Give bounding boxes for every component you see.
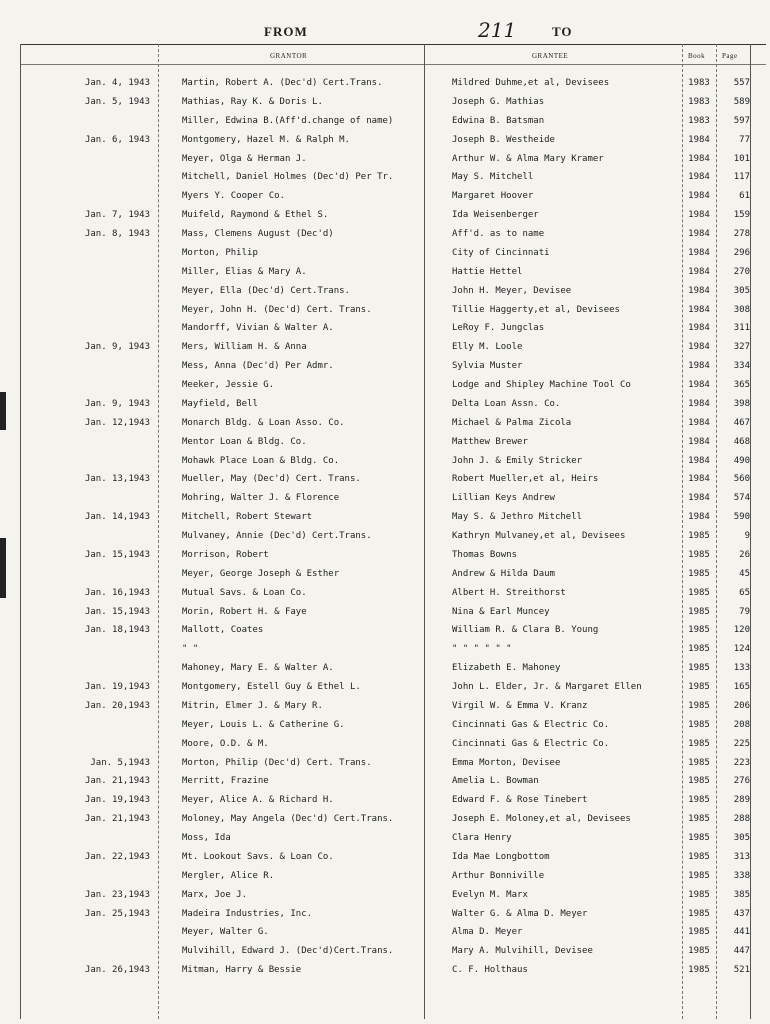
book-number: 1985 [688,738,710,749]
grantee-name: Joseph B. Westheide [452,134,555,145]
entry-date: Jan. 12,1943 [84,417,150,428]
table-row [0,395,770,414]
entry-date: Jan. 26,1943 [84,965,150,976]
entry-date: Jan. 8, 1943 [84,229,150,239]
grantor-name: Miller, Elias & Mary A. [182,266,307,277]
page-number: 574 [733,493,750,504]
grantee-name: Elly M. Loole [452,342,523,353]
page-number: 441 [733,927,750,938]
table-row [0,754,770,773]
page-number: 65 [739,587,750,598]
grantee-name: Margaret Hoover [452,191,534,202]
grantee-name: Mary A. Mulvihill, Devisee [452,946,593,957]
book-number: 1985 [688,870,710,881]
book-number: 1984 [688,342,710,353]
to-heading: TO [552,24,573,39]
grantee-name: Arthur W. & Alma Mary Kramer [452,153,604,164]
grantor-name: Mitchell, Daniel Holmes (Dec'd) Per Tr. [182,172,394,183]
book-number: 1985 [688,776,710,787]
entry-date: Jan. 9, 1943 [84,398,150,409]
table-row [0,338,770,357]
page-number: 117 [733,172,750,183]
book-number: 1984 [688,285,710,296]
grantee-name: Kathryn Mulvaney,et al, Devisees [452,531,626,541]
book-number: 1985 [688,908,710,919]
header-rule-top [20,44,766,45]
table-row [0,168,770,187]
page-number: 120 [733,625,750,636]
table-row [0,414,770,433]
grantor-name: Moore, O.D. & M. [182,738,269,749]
page-number: 560 [733,474,750,485]
grantee-name: City of Cincinnati [452,247,550,258]
entry-date: Jan. 18,1943 [84,625,150,636]
grantor-name: Madeira Industries, Inc. [182,908,313,919]
entry-date: Jan. 19,1943 [84,682,150,692]
page-number: 206 [733,700,750,711]
book-number: 1985 [688,606,710,617]
grantor-name: Merritt, Frazine [182,776,269,787]
grantor-name: Mathias, Ray K. & Doris L. [182,96,323,107]
table-row [0,603,770,622]
table-row [0,565,770,584]
grantee-column-heading: GRANTEE [532,52,569,60]
book-number: 1984 [688,172,710,183]
entry-date: Jan. 5,1943 [90,757,150,768]
page-number: 288 [733,814,750,825]
page-number: 313 [733,851,750,862]
book-number: 1984 [688,512,710,523]
book-number: 1985 [688,927,710,938]
grantor-name: Montgomery, Hazel M. & Ralph M. [182,134,350,145]
grantor-name: Montgomery, Estell Guy & Ethel L. [182,682,361,692]
entry-date: Jan. 16,1943 [84,587,150,598]
grantee-name: Cincinnati Gas & Electric Co. [452,738,610,749]
entry-date: Jan. 25,1943 [84,908,150,919]
entry-date: Jan. 7, 1943 [84,210,150,221]
page-number: 77 [739,134,750,145]
page-number: 133 [733,663,750,674]
grantor-name: Mentor Loan & Bldg. Co. [182,436,307,447]
table-row [0,282,770,301]
grantor-name: Moss, Ida [182,833,231,843]
book-number: 1984 [688,474,710,485]
entry-date: Jan. 6, 1943 [84,134,150,145]
book-number: 1984 [688,361,710,372]
table-row [0,584,770,603]
table-row [0,452,770,471]
page-number: 159 [733,210,750,221]
grantor-name: Marx, Joe J. [182,889,248,900]
grantor-name: Meyer, John H. (Dec'd) Cert. Trans. [182,304,372,315]
grantee-name: Cincinnati Gas & Electric Co. [452,719,610,730]
grantee-name: John J. & Emily Stricker [452,455,583,466]
grantor-name: Mohawk Place Loan & Bldg. Co. [182,455,340,466]
table-row [0,640,770,659]
book-number: 1984 [688,304,710,315]
book-number: 1984 [688,493,710,504]
table-row [0,697,770,716]
table-row [0,376,770,395]
table-row [0,905,770,924]
entry-date: Jan. 5, 1943 [84,96,150,107]
table-row [0,357,770,376]
grantee-name: Alma D. Meyer [452,927,523,938]
page-number: 327 [733,342,750,353]
entry-date: Jan. 15,1943 [84,549,150,560]
page-number: 278 [733,229,750,239]
grantee-name: May S. Mitchell [452,172,534,183]
table-row [0,772,770,791]
book-number: 1984 [688,455,710,466]
book-number: 1985 [688,663,710,674]
book-number: 1985 [688,851,710,862]
book-number: 1984 [688,323,710,334]
table-row [0,263,770,282]
grantor-name: Miller, Edwina B.(Aff'd.change of name) [182,115,394,126]
book-number: 1985 [688,587,710,598]
book-number: 1985 [688,644,710,655]
page-number: 223 [733,757,750,768]
table-row [0,716,770,735]
table-row [0,433,770,452]
table-row [0,244,770,263]
grantee-name: Ida Weisenberger [452,210,539,221]
table-row [0,848,770,867]
entry-date: Jan. 4, 1943 [84,78,150,88]
grantee-name: John H. Meyer, Devisee [452,285,572,296]
page-number: 9 [744,531,750,541]
grantor-name: Meyer, George Joseph & Esther [182,568,340,579]
grantor-name: Myers Y. Cooper Co. [182,191,285,202]
grantee-name: Ida Mae Longbottom [452,851,550,862]
grantor-name: Meyer, Walter G. [182,927,269,938]
entry-date: Jan. 9, 1943 [84,342,150,353]
grantor-name: Mallott, Coates [182,625,264,636]
book-number: 1985 [688,719,710,730]
book-number: 1985 [688,889,710,900]
page-number: 308 [733,304,750,315]
grantor-name: Mutual Savs. & Loan Co. [182,587,307,598]
grantor-name: Mt. Lookout Savs. & Loan Co. [182,851,334,862]
grantee-name: William R. & Clara B. Young [452,625,599,636]
book-number: 1985 [688,568,710,579]
table-row [0,678,770,697]
table-row [0,659,770,678]
grantor-name: Monarch Bldg. & Loan Asso. Co. [182,417,345,428]
grantor-name: Meyer, Louis L. & Catherine G. [182,719,345,730]
page-number: 557 [733,78,750,88]
page-number: 124 [733,644,750,655]
grantor-name: Martin, Robert A. (Dec'd) Cert.Trans. [182,78,383,88]
page-number: 589 [733,96,750,107]
grantee-name: Arthur Bonniville [452,870,545,881]
page-number: 289 [733,795,750,806]
grantor-name: Mitchell, Robert Stewart [182,512,313,523]
page-number: 334 [733,361,750,372]
grantee-name: Lillian Keys Andrew [452,493,555,504]
grantor-name: Mitrin, Elmer J. & Mary R. [182,700,323,711]
table-row [0,508,770,527]
book-number: 1985 [688,625,710,636]
page-number: 468 [733,436,750,447]
book-number: 1984 [688,210,710,221]
grantee-name: Emma Morton, Devisee [452,757,561,768]
page-number: 225 [733,738,750,749]
book-number: 1984 [688,380,710,390]
grantee-name: Thomas Bowns [452,549,518,560]
grantor-column-heading: GRANTOR [270,52,308,60]
table-row [0,810,770,829]
table-row [0,150,770,169]
page-number: 590 [733,512,750,523]
index-rows [0,74,770,980]
book-number: 1984 [688,134,710,145]
page-number: 490 [733,455,750,466]
grantor-name: Mers, William H. & Anna [182,342,307,353]
grantee-name: Hattie Hettel [452,266,523,277]
page-number: 45 [739,568,750,579]
grantee-name: Nina & Earl Muncey [452,606,550,617]
table-row [0,886,770,905]
entry-date: Jan. 19,1943 [84,795,150,806]
grantee-name: John L. Elder, Jr. & Margaret Ellen [452,682,642,692]
table-row [0,489,770,508]
grantor-name: Mohring, Walter J. & Florence [182,493,340,504]
book-number: 1984 [688,417,710,428]
grantor-name: Morin, Robert H. & Faye [182,606,307,617]
table-row [0,206,770,225]
page-number: 276 [733,776,750,787]
book-number: 1985 [688,757,710,768]
grantor-name: Mahoney, Mary E. & Walter A. [182,663,334,674]
book-number: 1983 [688,115,710,126]
page-number: 597 [733,115,750,126]
grantor-name: Mass, Clemens August (Dec'd) [182,229,334,239]
page-number: 101 [733,153,750,164]
entry-date: Jan. 21,1943 [84,814,150,825]
grantee-name: Mildred Duhme,et al, Devisees [452,78,610,88]
book-number: 1985 [688,682,710,692]
grantee-name: Tillie Haggerty,et al, Devisees [452,304,620,315]
page-number: 467 [733,417,750,428]
grantor-name: Mitman, Harry & Bessie [182,965,302,976]
grantee-name: Sylvia Muster [452,361,523,372]
grantor-name: Mueller, May (Dec'd) Cert. Trans. [182,474,361,485]
table-row [0,923,770,942]
grantor-name: Meeker, Jessie G. [182,380,275,390]
grantor-name: Mulvaney, Annie (Dec'd) Cert.Trans. [182,531,372,541]
entry-date: Jan. 14,1943 [84,512,150,523]
entry-date: Jan. 21,1943 [84,776,150,787]
page-number: 365 [733,380,750,390]
table-row [0,131,770,150]
book-number: 1983 [688,96,710,107]
entry-date: Jan. 15,1943 [84,606,150,617]
table-row [0,735,770,754]
grantee-name: Robert Mueller,et al, Heirs [452,474,599,485]
entry-date: Jan. 22,1943 [84,851,150,862]
grantee-name: Michael & Palma Zicola [452,417,572,428]
book-column-heading: Book [688,52,706,60]
grantor-name: Morton, Philip (Dec'd) Cert. Trans. [182,757,372,768]
table-row [0,942,770,961]
table-row [0,961,770,980]
grantor-name: Meyer, Olga & Herman J. [182,153,307,164]
page-number: 398 [733,398,750,409]
grantee-name: Aff'd. as to name [452,229,545,239]
grantee-name: Clara Henry [452,833,512,843]
table-row [0,527,770,546]
table-row [0,546,770,565]
page-number: 385 [733,889,750,900]
grantee-name: C. F. Holthaus [452,965,528,976]
grantee-name: Walter G. & Alma D. Meyer [452,908,588,919]
book-number: 1985 [688,814,710,825]
table-row [0,867,770,886]
page-number: 447 [733,946,750,957]
grantor-name: " " [182,644,199,655]
page-number: 26 [739,549,750,560]
table-row [0,319,770,338]
book-number: 1983 [688,78,710,88]
page-number: 311 [733,323,750,334]
book-number: 1984 [688,266,710,277]
from-heading: FROM [264,24,308,39]
grantee-name: Elizabeth E. Mahoney [452,663,561,674]
page-number: 437 [733,908,750,919]
table-row [0,112,770,131]
page-number: 305 [733,285,750,296]
grantor-name: Meyer, Ella (Dec'd) Cert.Trans. [182,285,350,296]
grantor-name: Mulvihill, Edward J. (Dec'd)Cert.Trans. [182,946,394,957]
grantor-name: Morton, Philip [182,247,258,258]
book-number: 1984 [688,436,710,447]
grantee-name: Joseph E. Moloney,et al, Devisees [452,814,631,825]
book-number: 1985 [688,700,710,711]
page-number: 338 [733,870,750,881]
grantor-name: Morrison, Robert [182,549,269,560]
grantee-name: Amelia L. Bowman [452,776,539,787]
grantor-name: Mandorff, Vivian & Walter A. [182,323,334,334]
page-number: 79 [739,606,750,617]
table-row [0,187,770,206]
grantee-name: LeRoy F. Jungclas [452,323,545,334]
table-row [0,791,770,810]
page-number: 305 [733,833,750,843]
handwritten-page-number: 211 [478,18,517,42]
book-number: 1984 [688,191,710,202]
table-row [0,93,770,112]
book-number: 1985 [688,531,710,541]
grantor-name: Mergler, Alice R. [182,870,275,881]
table-row [0,829,770,848]
table-row [0,621,770,640]
page-number: 296 [733,247,750,258]
grantee-name: Delta Loan Assn. Co. [452,398,561,409]
book-number: 1984 [688,398,710,409]
header-rule-bottom [20,64,766,65]
grantee-name: Virgil W. & Emma V. Kranz [452,700,588,711]
table-row [0,74,770,93]
page-number: 61 [739,191,750,202]
page-number: 270 [733,266,750,277]
grantee-name: Evelyn M. Marx [452,889,528,900]
grantor-name: Muifeld, Raymond & Ethel S. [182,210,329,221]
grantee-name: " " " " " " [452,644,512,655]
grantee-name: Andrew & Hilda Daum [452,568,555,579]
book-number: 1985 [688,965,710,976]
page-number: 208 [733,719,750,730]
page-number: 165 [733,682,750,692]
page-number: 521 [733,965,750,976]
book-number: 1984 [688,153,710,164]
grantee-name: Edward F. & Rose Tinebert [452,795,588,806]
page-column-heading: Page [722,52,738,60]
grantee-name: Edwina B. Batsman [452,115,545,126]
entry-date: Jan. 20,1943 [84,700,150,711]
book-number: 1984 [688,229,710,239]
grantee-name: May S. & Jethro Mitchell [452,512,583,523]
grantor-name: Meyer, Alice A. & Richard H. [182,795,334,806]
grantee-name: Joseph G. Mathias [452,96,545,107]
book-number: 1984 [688,247,710,258]
entry-date: Jan. 13,1943 [84,474,150,485]
grantor-name: Mayfield, Bell [182,398,258,409]
book-number: 1985 [688,549,710,560]
grantor-name: Moloney, May Angela (Dec'd) Cert.Trans. [182,814,394,825]
grantee-name: Albert H. Streithorst [452,587,566,598]
grantee-name: Lodge and Shipley Machine Tool Co [452,380,631,390]
grantor-name: Mess, Anna (Dec'd) Per Admr. [182,361,334,372]
table-row [0,301,770,320]
table-row [0,225,770,244]
book-number: 1985 [688,795,710,806]
entry-date: Jan. 23,1943 [84,889,150,900]
book-number: 1985 [688,833,710,843]
table-row [0,470,770,489]
book-number: 1985 [688,946,710,957]
grantee-name: Matthew Brewer [452,436,528,447]
